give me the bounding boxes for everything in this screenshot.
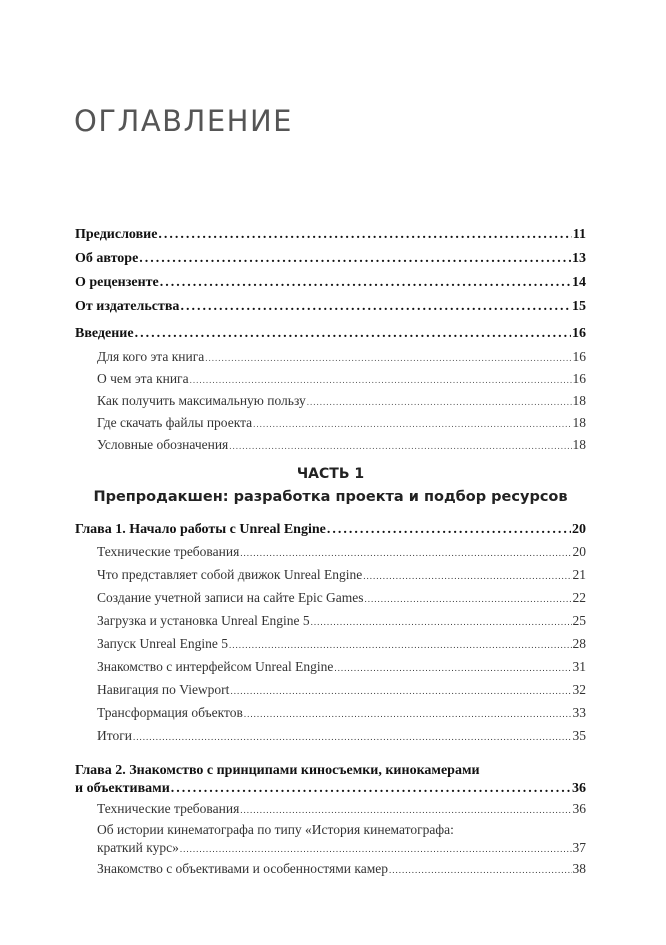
page-number: 25	[572, 613, 586, 628]
entry-label: Навигация по Viewport	[97, 682, 230, 697]
entry-label: Запуск Unreal Engine 5	[97, 636, 228, 651]
part-number: ЧАСТЬ 1	[296, 466, 365, 482]
entry-label: и объективами	[75, 781, 170, 796]
dot-leader	[244, 704, 572, 725]
entry-label: Технические требования	[97, 801, 240, 816]
page-number: 20	[572, 522, 586, 537]
toc-entry-front[interactable]	[75, 223, 586, 247]
toc-entry-section[interactable]	[75, 798, 586, 821]
entry-row	[97, 564, 586, 587]
page-number: 22	[572, 590, 586, 605]
dot-leader	[171, 780, 571, 798]
page-number: 35	[572, 728, 586, 743]
page-number: 33	[572, 705, 586, 720]
entry-label: Технические требования	[97, 544, 240, 559]
entry-row	[97, 798, 586, 821]
page-number: 14	[572, 275, 586, 290]
entry-label: Знакомство с объективами и особенностями камер	[97, 861, 388, 876]
dot-leader	[389, 859, 572, 881]
page-number: 21	[572, 567, 586, 582]
toc-entry-front[interactable]	[75, 271, 586, 295]
dot-leader	[365, 589, 572, 610]
entry-label: Об авторе	[75, 251, 139, 266]
entry-label-line: Глава 2. Знакомство с принципами киносъемки, кинокамерами	[75, 763, 480, 778]
dot-leader	[311, 612, 572, 633]
entry-label: Как получить максимальную пользу	[97, 393, 306, 408]
entry-label: Где скачать файлы проекта	[97, 415, 253, 430]
toc-entry-front[interactable]	[75, 295, 586, 319]
page-title: ОГЛАВЛЕНИЕ	[74, 104, 294, 138]
dot-leader	[158, 223, 571, 247]
page-number: 37	[572, 840, 586, 855]
entry-row	[97, 633, 586, 656]
entry-label: Трансформация объектов	[97, 705, 243, 720]
dot-leader	[334, 658, 571, 679]
dot-leader	[230, 681, 571, 702]
dot-leader	[190, 369, 572, 391]
toc-entry-section[interactable]	[75, 633, 586, 656]
toc-entry-section[interactable]	[75, 368, 586, 390]
entry-label: Условные обозначения	[97, 437, 229, 452]
entry-label-line: Об истории кинематографа по типу «История кинематографа:	[97, 822, 454, 837]
toc-entry-chapter[interactable]	[75, 762, 586, 798]
dot-leader	[229, 635, 572, 656]
entry-label: Что представляет собой движок Unreal Engine	[97, 567, 363, 582]
entry-label: Предисловие	[75, 227, 158, 242]
entry-label: Глава 1. Начало работы с Unreal Engine	[75, 522, 326, 537]
entry-label: краткий курс»	[97, 840, 179, 855]
page-number: 36	[572, 801, 586, 816]
entry-row	[75, 780, 586, 798]
page-number: 16	[572, 371, 586, 386]
toc-entry-section[interactable]	[75, 858, 586, 881]
dot-leader	[240, 543, 571, 564]
part-title: Препродакшен: разработка проекта и подбор ресурсов	[93, 489, 568, 505]
dot-leader	[135, 319, 571, 349]
toc-entry-section[interactable]	[75, 434, 586, 456]
entry-label: Введение	[75, 326, 134, 341]
entry-row	[97, 610, 586, 633]
page-number: 15	[572, 299, 586, 314]
entry-label: О чем эта книга	[97, 371, 189, 386]
entry-row	[97, 725, 586, 748]
entry-label: От издательства	[75, 299, 180, 314]
page-number: 38	[572, 861, 586, 876]
table-of-contents	[75, 223, 586, 881]
toc-entry-front[interactable]	[75, 319, 586, 346]
toc-entry-section[interactable]	[75, 610, 586, 633]
toc-entry-section[interactable]	[75, 412, 586, 434]
entry-row	[75, 519, 586, 541]
dot-leader	[180, 295, 571, 319]
page-number: 18	[572, 415, 586, 430]
toc-entry-section[interactable]	[75, 587, 586, 610]
entry-row	[97, 858, 586, 881]
dot-leader	[240, 799, 571, 821]
toc-entry-section[interactable]	[75, 541, 586, 564]
page-number: 18	[572, 437, 586, 452]
page-number: 18	[572, 393, 586, 408]
page-number: 36	[572, 781, 586, 796]
toc-entry-section[interactable]	[75, 679, 586, 702]
toc-entry-section[interactable]	[75, 725, 586, 748]
entry-label: Знакомство с интерфейсом Unreal Engine	[97, 659, 334, 674]
dot-leader	[133, 727, 572, 748]
entry-label: Создание учетной записи на сайте Epic Games	[97, 590, 364, 605]
page-number: 32	[572, 682, 586, 697]
dot-leader	[363, 566, 571, 587]
dot-leader	[327, 519, 571, 541]
dot-leader	[253, 413, 571, 435]
dot-leader	[307, 391, 572, 413]
dot-leader	[229, 435, 571, 457]
entry-row	[97, 679, 586, 702]
page-number: 28	[572, 636, 586, 651]
entry-label: Для кого эта книга	[97, 349, 205, 364]
entry-row	[97, 839, 586, 858]
page-number: 11	[572, 227, 586, 242]
page-number: 20	[572, 544, 586, 559]
entry-row	[97, 656, 586, 679]
toc-entry-chapter[interactable]	[75, 519, 586, 541]
toc-entry-section[interactable]	[75, 656, 586, 679]
toc-entry-section[interactable]	[75, 346, 586, 368]
part-heading	[75, 463, 586, 509]
dot-leader	[139, 247, 571, 271]
dot-leader	[160, 271, 571, 295]
entry-label: Загрузка и установка Unreal Engine 5	[97, 613, 310, 628]
entry-row	[97, 587, 586, 610]
entry-row	[97, 702, 586, 725]
entry-label: Итоги	[97, 728, 132, 743]
dot-leader	[205, 347, 571, 369]
entry-row	[97, 541, 586, 564]
toc-entry-section[interactable]	[75, 564, 586, 587]
page-number: 13	[572, 251, 586, 266]
toc-entry-section[interactable]	[75, 390, 586, 412]
page-number: 16	[572, 349, 586, 364]
dot-leader	[180, 840, 572, 858]
toc-entry-section[interactable]	[75, 821, 586, 858]
entry-label: О рецензенте	[75, 275, 159, 290]
page-number: 31	[572, 659, 586, 674]
page-number: 16	[572, 326, 586, 341]
toc-entry-front[interactable]	[75, 247, 586, 271]
toc-entry-section[interactable]	[75, 702, 586, 725]
